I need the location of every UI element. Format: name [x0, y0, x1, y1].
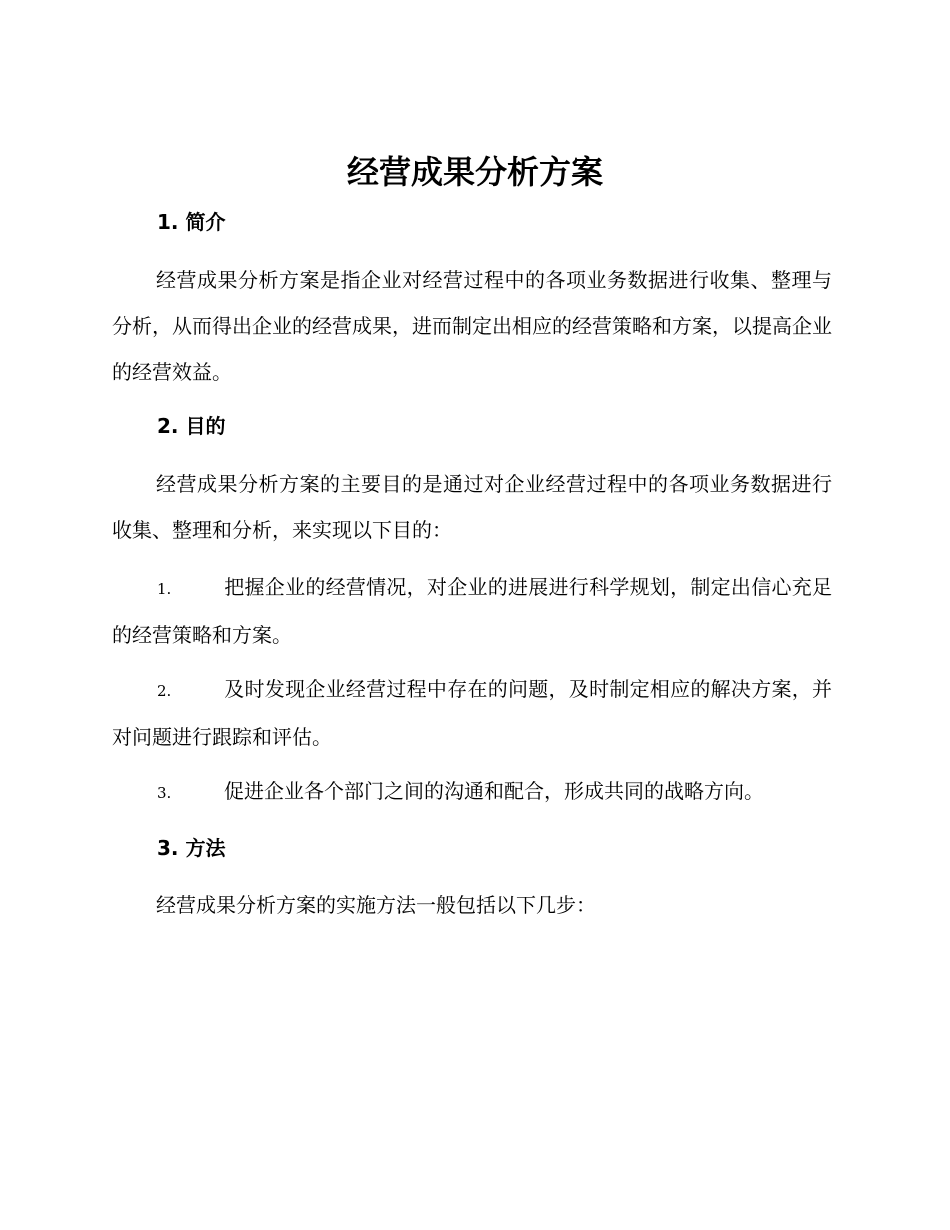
- page-title: 经营成果分析方案: [346, 153, 603, 191]
- section-paragraph-method: 经营成果分析方案的实施方法一般包括以下几步：: [156, 893, 596, 917]
- list-item-text: 及时发现企业经营过程中存在的问题，及时制定相应的解决方案，并对问题进行跟踪和评估。: [112, 677, 832, 749]
- list-item-number: 2.: [157, 682, 172, 700]
- list-item: [112, 564, 832, 658]
- section-heading-method: 3. 方法: [157, 836, 226, 860]
- list-item: [112, 768, 832, 816]
- list-item: [112, 666, 832, 760]
- list-item-number: 3.: [157, 784, 172, 802]
- section-heading-purpose: 2. 目的: [157, 414, 226, 438]
- list-item-number: 1.: [157, 580, 172, 598]
- section-paragraph-purpose: 经营成果分析方案的主要目的是通过对企业经营过程中的各项业务数据进行收集、整理和分析，来实现以下目的：: [112, 472, 832, 542]
- list-item-text: 促进企业各个部门之间的沟通和配合，形成共同的战略方向。: [224, 779, 764, 803]
- list-item-text: 把握企业的经营情况，对企业的进展进行科学规划，制定出信心充足的经营策略和方案。: [112, 575, 832, 647]
- section-heading-intro: 1. 简介: [157, 210, 226, 234]
- section-paragraph-intro: 经营成果分析方案是指企业对经营过程中的各项业务数据进行收集、整理与分析，从而得出企业的经营成果，进而制定出相应的经营策略和方案，以提高企业的经营效益。: [112, 268, 832, 384]
